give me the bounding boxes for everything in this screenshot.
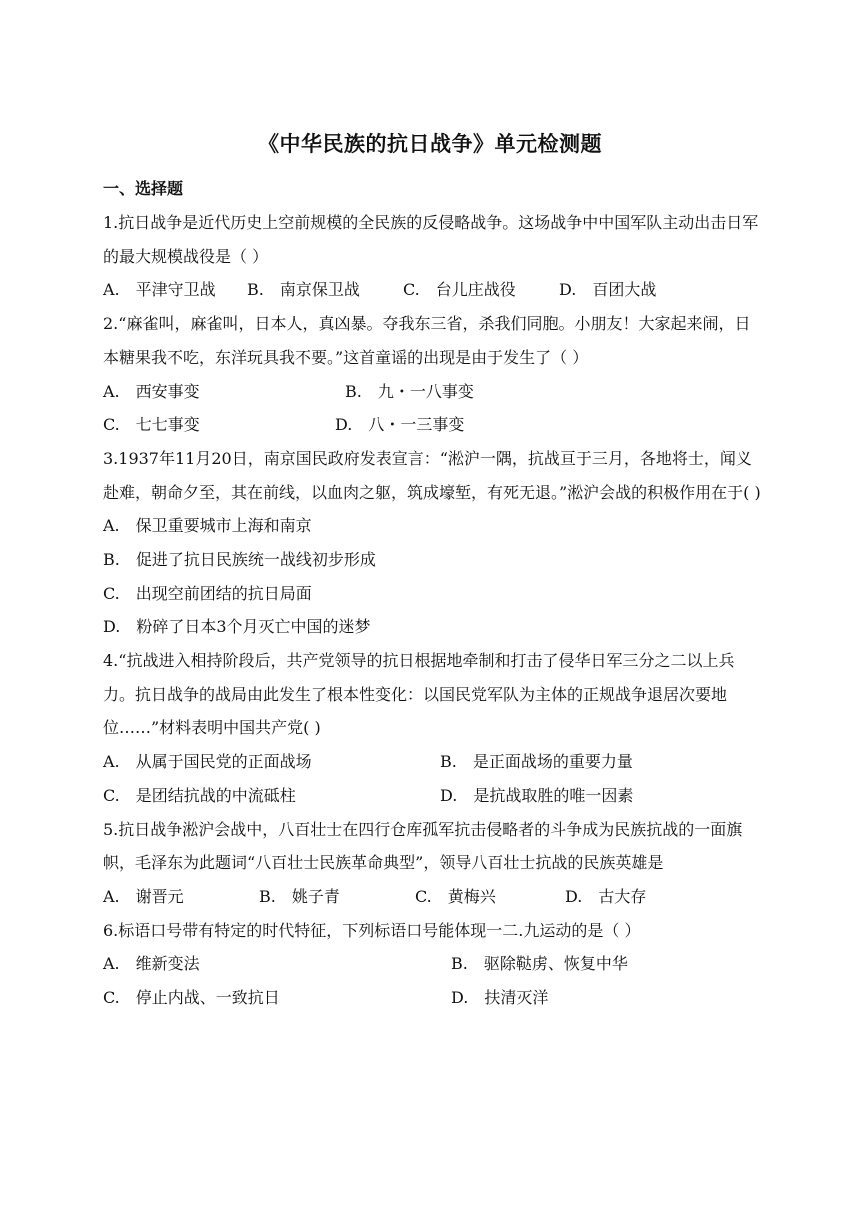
- option-b: B. 姚子青: [259, 886, 340, 906]
- option-row: [103, 981, 763, 1015]
- option-row: [103, 273, 763, 307]
- question-1: [103, 206, 763, 307]
- option-a: A. 谢晋元: [103, 886, 184, 906]
- option-a: A. 保卫重要城市上海和南京: [103, 516, 312, 536]
- option-a: A. 西安事变: [103, 381, 200, 401]
- question-stem: 1.抗日战争是近代历史上空前规模的全民族的反侵略战争。这场战争中中国军队主动出击日军的最大规模战役是（ ）: [103, 213, 759, 266]
- option-d: D. 扶清灭洋: [451, 988, 549, 1007]
- option-d: D. 古大存: [565, 886, 647, 906]
- option-b: B. 九・一八事变: [345, 381, 474, 401]
- question-6: [103, 914, 763, 1015]
- option-c: C. 七七事变: [103, 415, 200, 435]
- option-c: C. 是团结抗战的中流砥柱: [103, 785, 296, 805]
- option-d: D. 是抗战取胜的唯一因素: [440, 785, 634, 805]
- question-stem: 4.“抗战进入相持阶段后，共产党领导的抗日根据地牵制和打击了侵华日军三分之二以上兵力。抗日战争的战局由此发生了根本性变化：以国民党军队为主体的正规战争退居次要地位……”材料表明中国共产党( ): [103, 651, 735, 738]
- option-row: [103, 745, 763, 779]
- option-row: [103, 779, 763, 813]
- question-stem: 5.抗日战争淞沪会战中，八百壮士在四行仓库孤军抗击侵略者的斗争成为民族抗战的一面旗帜，毛泽东为此题词“八百壮士民族革命典型”，领导八百壮士抗战的民族英雄是: [103, 819, 743, 873]
- option-b: B. 驱除鞑虏、恢复中华: [451, 954, 628, 974]
- option-a: A. 平津守卫战: [103, 280, 216, 300]
- question-4: [103, 644, 763, 812]
- option-row: [103, 509, 763, 543]
- option-b: B. 促进了抗日民族统一战线初步形成: [103, 549, 376, 569]
- option-row: [103, 375, 763, 409]
- section-heading: 一、选择题: [103, 179, 184, 198]
- option-b: B. 是正面战场的重要力量: [440, 752, 633, 772]
- option-row: [103, 543, 763, 577]
- option-a: A. 维新变法: [103, 954, 200, 974]
- option-row: [103, 610, 763, 644]
- option-b: B. 南京保卫战: [247, 280, 360, 300]
- option-a: A. 从属于国民党的正面战场: [103, 752, 312, 772]
- option-row: [103, 947, 763, 981]
- question-list: [103, 206, 763, 1015]
- option-c: C. 黄梅兴: [415, 886, 496, 906]
- question-3: [103, 442, 763, 644]
- option-row: [103, 880, 763, 914]
- option-d: D. 百团大战: [559, 280, 657, 300]
- option-row: [103, 577, 763, 611]
- option-row: [103, 408, 763, 442]
- question-stem: 3.1937年11月20日，南京国民政府发表宣言：“淞沪一隅，抗战亘于三月，各地将士，闻义赴难，朝命夕至，其在前线，以血肉之躯，筑成壕堑，有死无退。”淞沪会战的积极作用在于( ): [103, 448, 761, 502]
- option-c: C. 台儿庄战役: [403, 280, 516, 300]
- option-c: C. 出现空前团结的抗日局面: [103, 583, 312, 603]
- option-c: C. 停止内战、一致抗日: [103, 988, 280, 1007]
- option-d: D. 八・一三事变: [335, 415, 465, 435]
- option-d: D. 粉碎了日本3个月灭亡中国的迷梦: [103, 617, 371, 637]
- question-stem: 2.“麻雀叫，麻雀叫，日本人，真凶暴。夺我东三省，杀我们同胞。小朋友！大家起来闹，日本糖果我不吃，东洋玩具我不要。”这首童谣的出现是由于发生了（ ）: [103, 314, 751, 367]
- question-5: [103, 813, 763, 914]
- question-2: [103, 307, 763, 442]
- question-stem: 6.标语口号带有特定的时代特征，下列标语口号能体现一二.九运动的是（ ）: [103, 920, 641, 940]
- page-title: 《中华民族的抗日战争》单元检测题: [258, 131, 602, 156]
